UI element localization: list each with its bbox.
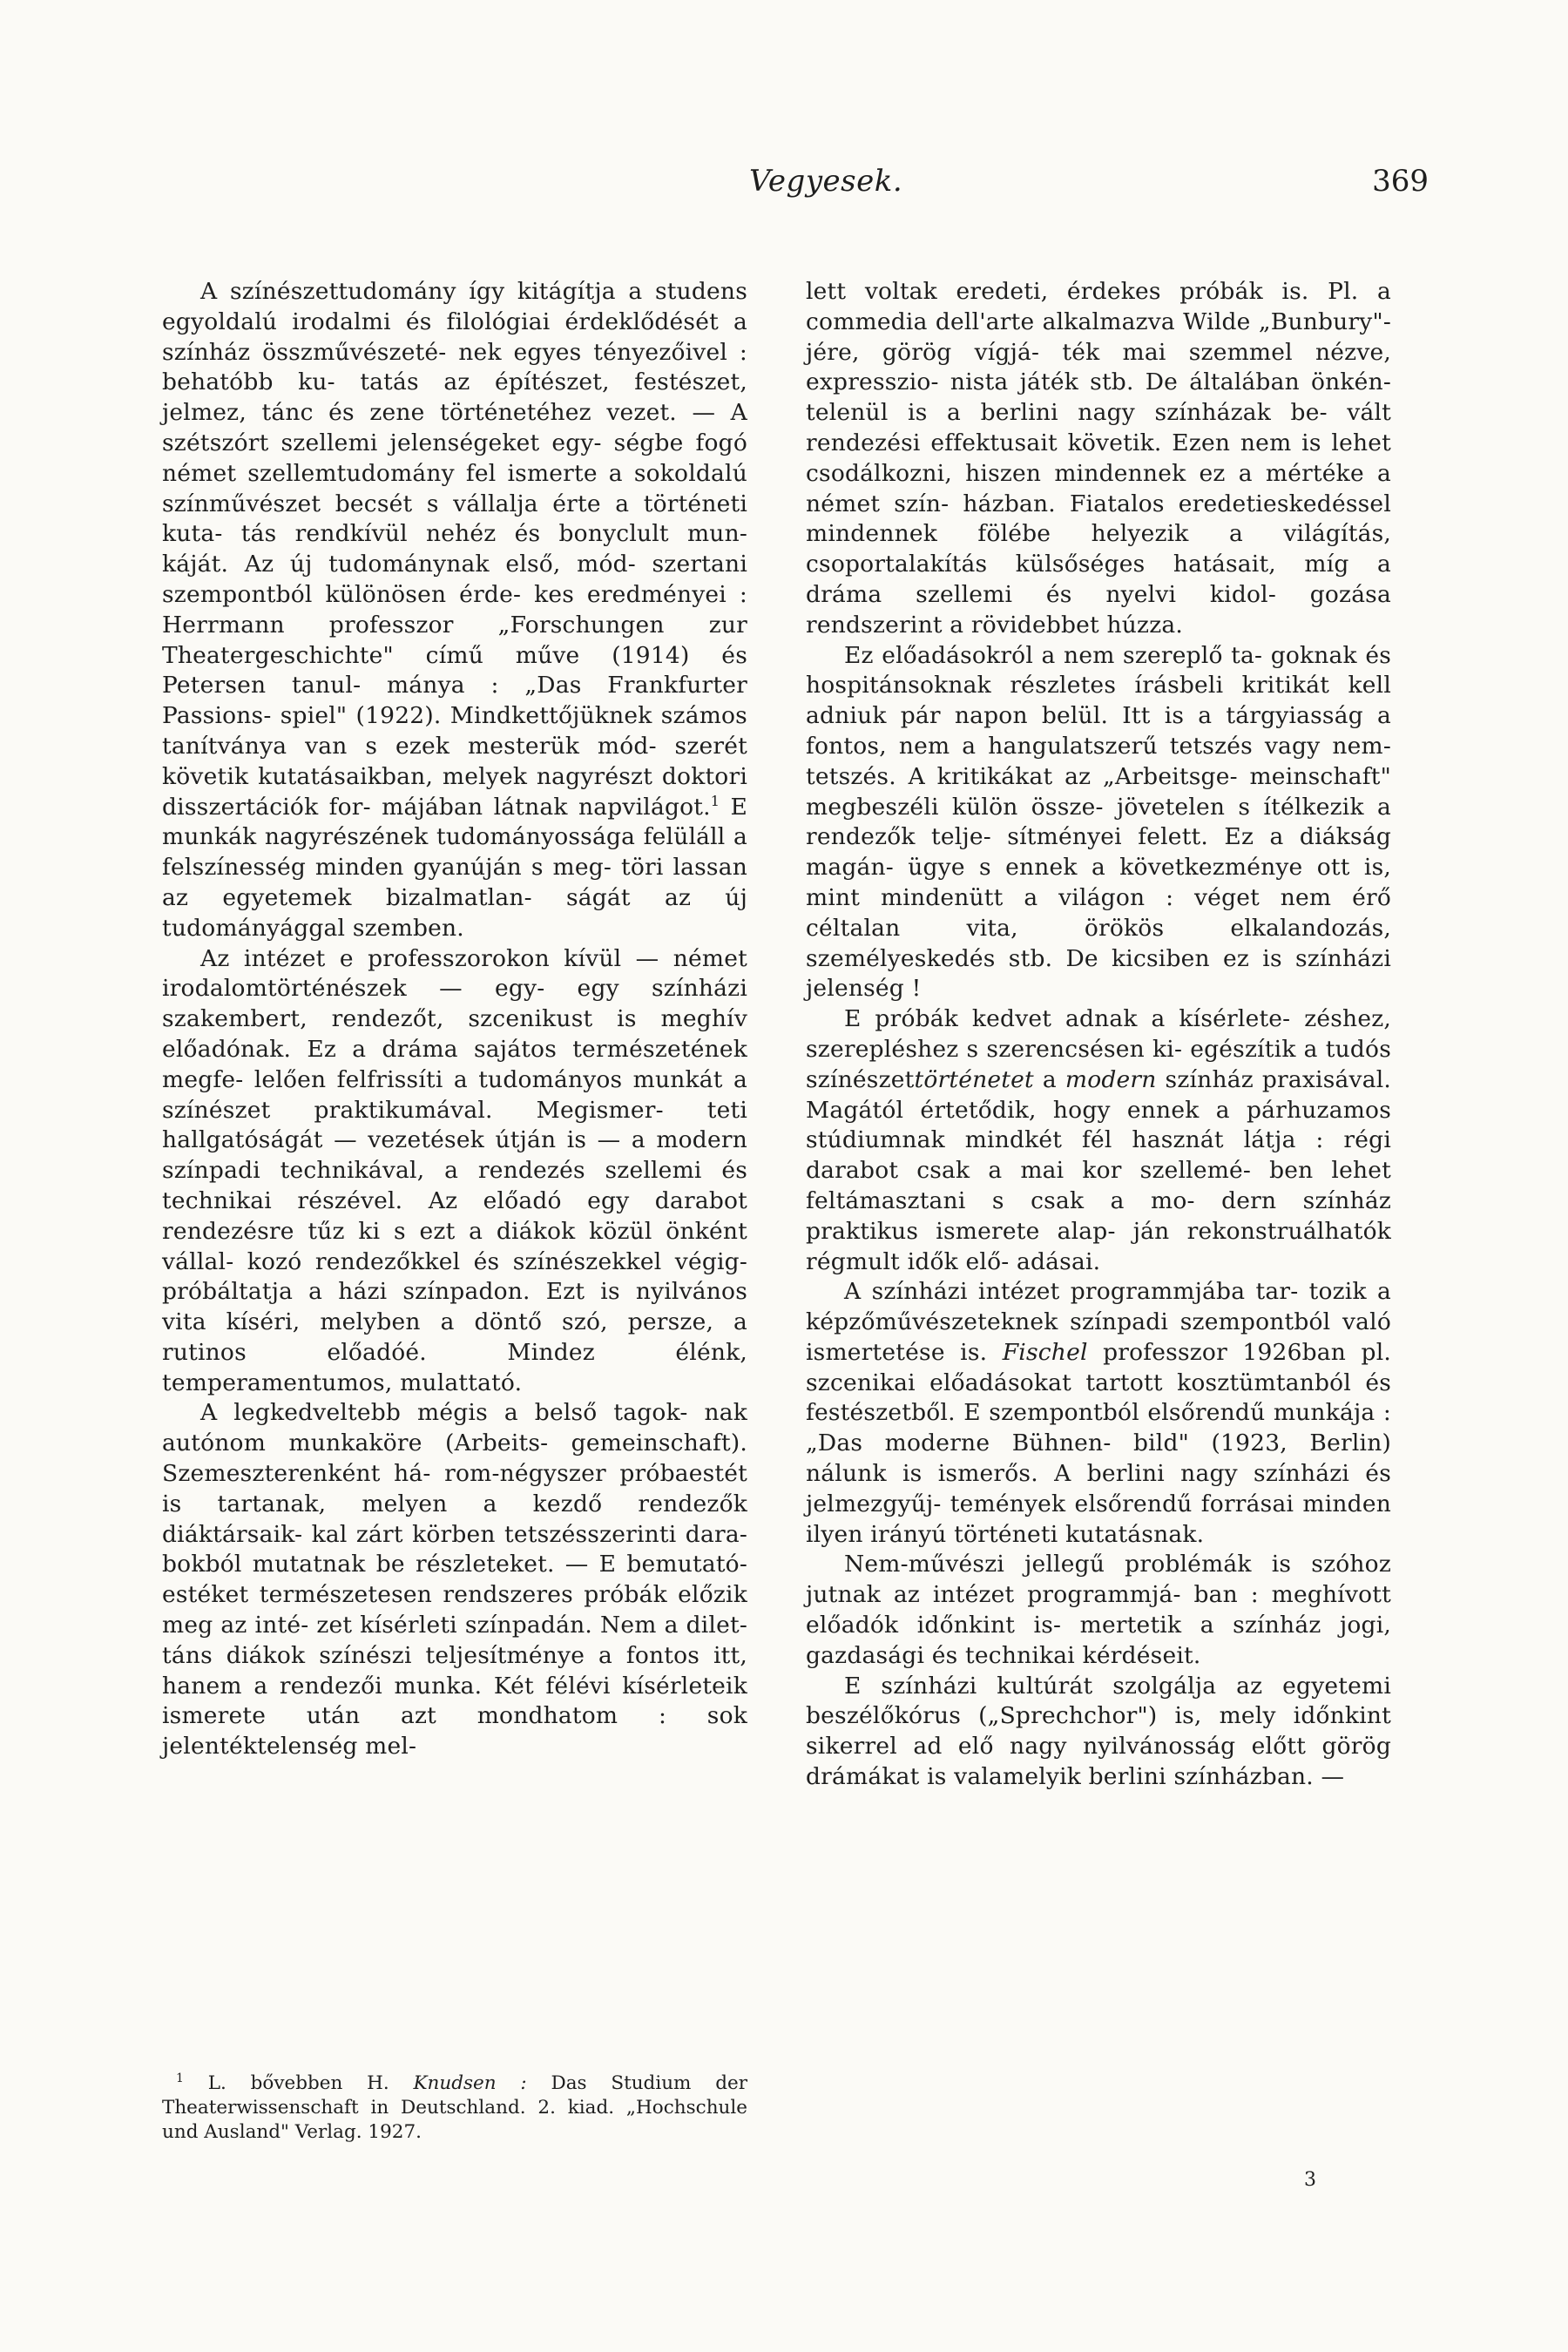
paragraph-text: E próbák kedvet adnak a kísérlete- zéshez, szerepléshez s szerencsésen ki- egészítik a tudós színészet xyxy=(806,1005,1391,1093)
paragraph: Nem-művészi jellegű problémák is szóhoz jutnak az intézet programmjá- ban : meghívott előadók időnkint is- mertetik a színház jogi, gazdasági és technikai kérdéseit. xyxy=(806,1551,1391,1669)
emphasis: modern xyxy=(1064,1065,1157,1093)
signature-mark: 3 xyxy=(1304,2169,1316,2191)
emphasis: Fischel xyxy=(1002,1338,1088,1366)
emphasis: történetet xyxy=(914,1065,1034,1093)
footnote-text: Das Studium der Theaterwissenschaft in Deutschland. 2. kiad. „Hochschule und Ausland" Verlag. 1927. xyxy=(162,2072,747,2143)
section-title: Vegyesek. xyxy=(749,164,903,199)
paragraph-text: A színészettudomány így kitágítja a studens egyoldalú irodalmi és filológiai érdeklődését a színház összművészeté- nek egyes tényezőivel : behatóbb ku- tatás az építészet, festészet, jelmez, tánc és zene történetéhez vezet. — A szétszórt szellemi jelenségeket egy- ségbe fogó német szellemtudomány fel ismerte a sokoldalú színművészet becsét s vállalja érte a történeti kuta- tás rendkívül nehéz és bonyclult mun- káját. Az új tudománynak első, mód- szertani szempontból különösen érde- kes eredményei : Herrmann professzor „Forschungen zur Theatergeschichte" című műve (1914) és Petersen tanul- mánya : „Das Frankfurter Passions- spiel" (1922). Mindkettőjüknek számos tanítványa van s ezek mesterük mód- szerét követik kutatásaikban, melyek nagyrészt doktori disszertációk for- májában látnak napvilágot. xyxy=(162,278,747,821)
paragraph-text: színház praxisával. Magától értetődik, hogy ennek a párhuzamos stúdiumnak mindkét fél hasznát látja : régi darabot csak a mai kor szellemé- ben lehet feltámasztani s csak a mo- dern színház praktikus ismerete alap- ján rekonstruálhatók régmult idők elő- adásai. xyxy=(806,1065,1392,1275)
paragraph: A legkedveltebb mégis a belső tagok- nak autónom munkaköre (Arbeits- gemeinschaft). Szemeszterenként há- rom-négyszer próbaestét is tartanak, melyen a kezdő rendezők diáktársaik- kal zárt körben tetszésszerinti dara- bokból mutatnak be részleteket. — E bemutató-estéket természetesen rendszeres próbák előzik meg az inté- zet kísérleti színpadán. Nem a dilet- táns diákok színészi teljesítménye a fontos itt, hanem a rendezői munka. Két félévi kísérleteik ismerete után azt mondhatom : sok jelentéktelenség mel- xyxy=(162,1399,747,1761)
paragraph: lett voltak eredeti, érdekes próbák is. Pl. a commedia dell'arte alkalmazva Wilde „Bunbury"-jére, görög vígjá- ték mai szemmel nézve, expresszio- nista játék stb. De általában önkén- telenül is a berlini nagy színházak be- vált rendezési effektusait követik. Ezen nem is lehet csodálkozni, hiszen mindennek ez a mértéke a német szín- házban. Fiatalos eredetieskedéssel mindennek fölébe helyezik a világítás, csoportalakítás külsőséges hatásait, míg a dráma szellemi és nyelvi kidol- gozása rendszerint a rövidebbet húzza. xyxy=(806,278,1391,639)
running-header xyxy=(749,164,1429,207)
footnotes xyxy=(162,2072,747,2145)
paragraph-text: A színházi intézet programmjába tar- tozik a képzőművészeteknek színpadi szempontból való ismertetése is. xyxy=(806,1278,1391,1366)
footnote xyxy=(162,2072,747,2145)
page-number: 369 xyxy=(1372,164,1429,199)
paragraph xyxy=(806,1277,1391,1550)
paragraph-text: professzor 1926ban pl. szcenikai előadásokat tartott kosztümtanból és festészetből. E szempontból elsőrendű munkája : „Das moderne Bühnen- bild" (1923, Berlin) nálunk is ismerős. A berlini nagy színházi és jelmezgyűj- temények elsőrendű forrásai minden ilyen irányú történeti kutatásnak. xyxy=(806,1338,1391,1548)
paragraph: E színházi kultúrát szolgálja az egyetemi beszélőkórus („Sprechchor") is, mely időnkint sikerrel ad elő nagy nyilvánosság előtt görög drámákat is valamelyik berlini színházban. — xyxy=(806,1672,1391,1791)
paragraph xyxy=(806,1004,1391,1277)
paragraph xyxy=(162,277,747,944)
paragraph: Ez előadásokról a nem szereplő ta- goknak és hospitánsoknak részletes írásbeli kritikát kell adniuk pár napon belül. Itt is a tárgyiasság a fontos, nem a hangulatszerű tetszés vagy nem- tetszés. A kritikákat az „Arbeitsge- meinschaft" megbeszéli külön össze- jövetelen s ítélkezik a rendezők telje- sítményei felett. Ez a diákság magán- ügye s ennek a következménye ott is, mint mindenütt a világon : véget nem érő céltalan vita, örökös elkalandozás, személyeskedés stb. De kicsiben ez is színházi jelenség ! xyxy=(806,641,1391,1003)
paragraph-text: a xyxy=(1033,1065,1065,1093)
footnote-author: Knudsen : xyxy=(413,2072,527,2094)
footnote-text: L. bővebben H. xyxy=(183,2072,414,2094)
paragraph: Az intézet e professzorokon kívül — német irodalomtörténészek — egy- egy színházi szakembert, rendezőt, szcenikust is meghív előadónak. Ez a dráma sajátos természetének megfe- lelően felfrissíti a tudományos munkát a színészet praktikumával. Megismer- teti hallgatóságát — vezetések útján is — a modern színpadi technikával, a rendezés szellemi és technikai részével. Az előadó egy darabot rendezésre tűz ki s ezt a diákok közül önként vállal- kozó rendezőkkel és színészekkel végig- próbáltatja a házi színpadon. Ezt is nyilvános vita kíséri, melyben a döntő szó, persze, a rutinos előadóé. Mindez élénk, temperamentumos, mulattató. xyxy=(162,944,747,1396)
footnote-marker: 1 xyxy=(176,2071,184,2085)
paragraph-text: E munkák nagyrészének tudományossága felüláll a felszínesség minden gyanúján s meg- töri lassan az egyetemek bizalmatlan- ságát az új tudományággal szemben. xyxy=(162,793,748,942)
footnote-reference: 1 xyxy=(710,792,720,809)
right-column xyxy=(806,277,1391,1793)
left-column xyxy=(162,277,747,1762)
